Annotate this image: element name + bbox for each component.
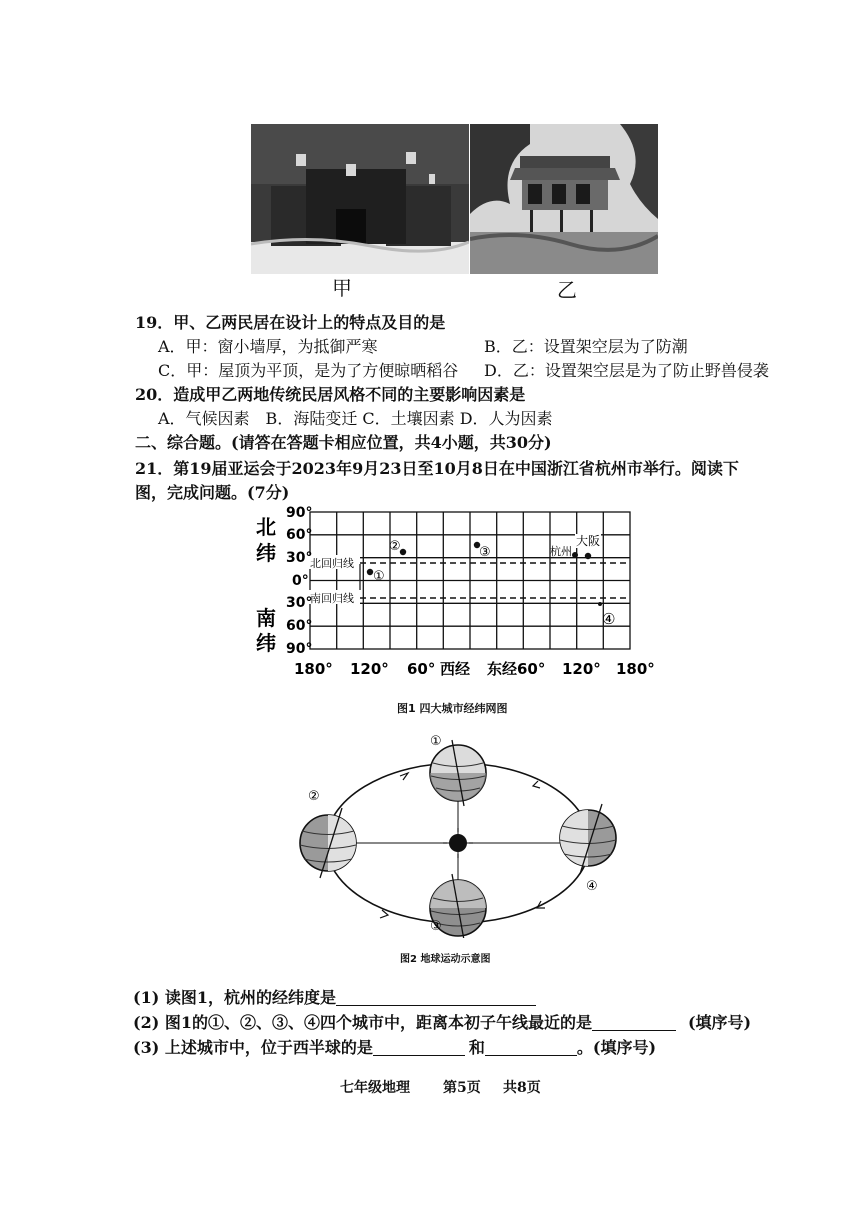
lon-label-east60: 东经60°	[487, 660, 546, 678]
city-3-marker: ③	[479, 545, 491, 560]
earth-position-1	[430, 740, 486, 806]
osaka-dot	[585, 553, 591, 559]
position-2-label: ②	[308, 789, 320, 804]
lat-label-90n: 90°	[286, 505, 313, 521]
q19-stem: 19．甲、乙两民居在设计上的特点及目的是	[135, 313, 446, 332]
north-label-1: 北	[256, 515, 276, 539]
q20-stem: 20．造成甲乙两地传统民居风格不同的主要影响因素是	[135, 385, 526, 404]
subq-1-answer-blank[interactable]	[336, 989, 536, 1006]
lon-label-west: 西经	[440, 660, 471, 678]
figure-2-caption: 图2 地球运动示意图	[400, 954, 491, 965]
footer-grade: 七年级地理	[340, 1080, 410, 1096]
lat-label-60n: 60°	[286, 527, 313, 543]
photo-jia	[251, 124, 469, 274]
lat-label-0: 0°	[292, 573, 309, 589]
q21-line1: 21．第19届亚运会于2023年9月23日至10月8日在中国浙江省杭州市举行。阅读下	[135, 459, 739, 478]
city-name-hangzhou: 杭州	[550, 545, 572, 558]
south-label-1: 南	[256, 606, 276, 630]
subq-1-text: (1) 读图1，杭州的经纬度是	[133, 988, 336, 1007]
subq-2-answer-blank[interactable]	[592, 1014, 676, 1031]
footer-total: 共8页	[503, 1080, 541, 1096]
subq-3-mid: 和	[468, 1038, 485, 1057]
q19-option-b: B．乙：设置架空层为了防潮	[484, 337, 688, 356]
photo-label-yi: 乙	[557, 278, 577, 302]
subq-3-answer-blank-2[interactable]	[485, 1039, 577, 1056]
hangzhou-dot	[572, 552, 578, 558]
subq-2	[133, 1010, 751, 1033]
earth-position-4	[560, 804, 616, 874]
sun	[449, 834, 467, 852]
photo-label-jia: 甲	[332, 276, 352, 300]
subq-2-text: (2) 图1的①、②、③、④四个城市中，距离本初子午线最近的是	[133, 1013, 592, 1032]
q19-option-c: C．甲：屋顶为平顶，是为了方便晾晒稻谷	[158, 361, 459, 380]
city-1-marker: ①	[373, 569, 385, 584]
position-1-label: ①	[430, 734, 442, 749]
lon-label-60w: 60°	[407, 660, 436, 678]
south-label-2: 纬	[256, 631, 276, 655]
lon-label-180w: 180°	[294, 660, 333, 678]
lon-label-120w: 120°	[350, 660, 389, 678]
tropic-cancer-label: 北回归线	[310, 557, 354, 570]
subq-1	[133, 985, 536, 1008]
subq-2-suffix: (填序号)	[687, 1013, 752, 1032]
earth-position-2	[300, 808, 356, 878]
city-4-marker: ④	[602, 610, 616, 628]
position-3-label: ③	[430, 919, 442, 934]
lon-label-180e: 180°	[616, 660, 655, 678]
subq-3	[133, 1035, 656, 1058]
city-4-dot	[598, 602, 602, 606]
lon-label-120e: 120°	[562, 660, 601, 678]
lat-label-30n: 30°	[286, 550, 313, 566]
subq-3-text: (3) 上述城市中，位于西半球的是	[133, 1038, 373, 1057]
lat-label-30s: 30°	[286, 595, 313, 611]
q19-option-d: D．乙：设置架空层是为了防止野兽侵袭	[484, 361, 769, 380]
lat-label-60s: 60°	[286, 618, 313, 634]
position-4-label: ④	[586, 879, 598, 894]
city-2-marker: ②	[389, 539, 401, 554]
grid-lines	[310, 512, 630, 649]
figure-1-latlong-grid	[250, 500, 670, 700]
lat-label-90s: 90°	[286, 641, 313, 657]
city-name-osaka: 大阪	[576, 534, 601, 548]
section-heading: 二、综合题。(请答在答题卡相应位置，共4小题，共30分)	[135, 433, 552, 452]
city-2-dot	[400, 549, 406, 555]
q19-option-a: A．甲：窗小墙厚，为抵御严寒	[158, 337, 378, 356]
subq-3-suffix: 。(填序号)	[576, 1038, 657, 1057]
q20-options: A．气候因素 B．海陆变迁 C．土壤因素 D．人为因素	[158, 409, 553, 428]
north-label-2: 纬	[256, 541, 276, 565]
photo-yi	[470, 124, 658, 274]
subq-3-answer-blank-1[interactable]	[373, 1039, 465, 1056]
figure-2-earth-orbit	[290, 728, 630, 938]
tropic-capricorn-label: 南回归线	[310, 592, 354, 605]
q21-line2: 图，完成问题。(7分)	[135, 483, 290, 502]
footer-page: 第5页	[443, 1080, 481, 1096]
figure-1-caption: 图1 四大城市经纬网图	[397, 702, 508, 715]
